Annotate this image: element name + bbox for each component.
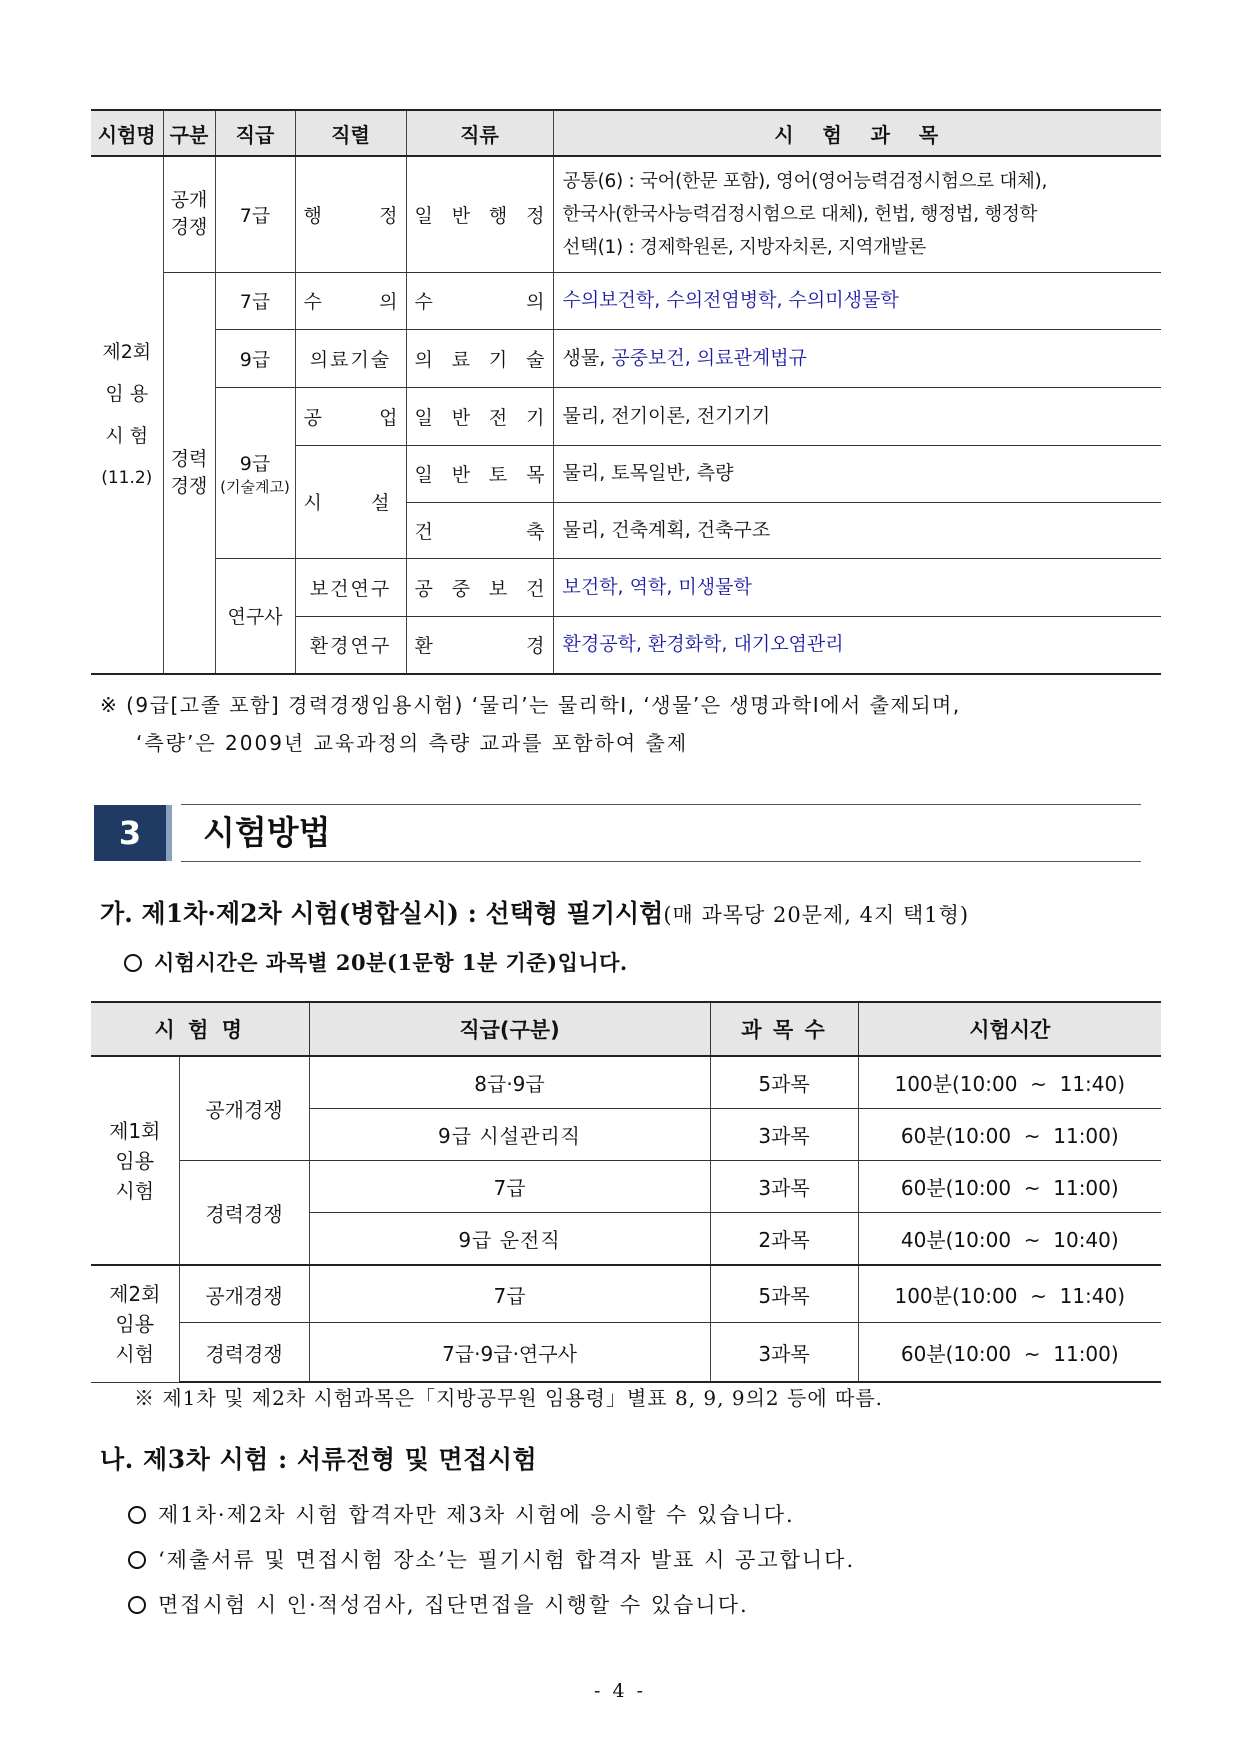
table-row bbox=[91, 1056, 1161, 1109]
exam-name-line: 시험 bbox=[115, 1341, 155, 1366]
series-cell bbox=[295, 387, 406, 445]
subjects-line: 공통(6) : 국어(한문 포함), 영어(영어능력검정시험으로 대체), bbox=[562, 170, 1048, 192]
grade-cell: 7급 bbox=[215, 272, 295, 329]
subjects-cell: 환경공학, 환경화학, 대기오염관리 bbox=[553, 616, 1161, 674]
class-char: 일 bbox=[414, 204, 433, 227]
series-char: 설 bbox=[371, 492, 390, 514]
exam-name-line: 임용 bbox=[115, 1148, 155, 1173]
grade-cell: 7급 bbox=[309, 1161, 710, 1213]
bullet-circle-icon bbox=[128, 1596, 146, 1614]
series-char: 공 bbox=[303, 406, 322, 429]
section-number-badge: 3 bbox=[94, 805, 172, 861]
subject-count-cell: 5과목 bbox=[710, 1056, 858, 1109]
class-cell bbox=[406, 272, 553, 329]
bullet-circle-icon bbox=[124, 954, 142, 972]
class-char: 술 bbox=[526, 348, 545, 371]
subjects-cell: 물리, 건축계획, 건축구조 bbox=[553, 502, 1161, 558]
class-char: 행 bbox=[488, 204, 508, 227]
class-char: 반 bbox=[451, 464, 471, 486]
subject-count-cell: 3과목 bbox=[710, 1323, 858, 1383]
series-cell bbox=[295, 445, 406, 558]
series-char: 수 bbox=[303, 291, 322, 313]
time-cell: 60분(10:00 ~ 11:00) bbox=[858, 1323, 1161, 1383]
header-cell: 구분 bbox=[163, 110, 215, 156]
part-a-bullet-text: 시험시간은 과목별 20분(1문항 1분 기준)입니다. bbox=[154, 950, 628, 975]
table-header-row bbox=[91, 1002, 1161, 1056]
grade-sub-line: (기술계고) bbox=[220, 477, 290, 496]
exam-name-line: 임용 bbox=[115, 1311, 155, 1336]
category-line: 공개 bbox=[170, 189, 208, 212]
page-number: - 4 - bbox=[593, 1680, 646, 1702]
note-line: ‘측량’은 2009년 교육과정의 측량 교과를 포함하여 출제 bbox=[136, 731, 689, 755]
table-row bbox=[91, 329, 1161, 387]
exam-name-cell bbox=[91, 1056, 179, 1265]
exam-name-line: 제2회 bbox=[109, 1281, 161, 1306]
header-cell: 직급 bbox=[215, 110, 295, 156]
series-char: 의 bbox=[379, 291, 398, 313]
exam-name-line: 시험 bbox=[115, 1178, 155, 1203]
exam-name-line: 임 용 bbox=[105, 383, 149, 405]
bullet-text: 면접시험 시 인·적성검사, 집단면접을 시행할 수 있습니다. bbox=[158, 1593, 749, 1617]
class-char: 경 bbox=[526, 635, 545, 658]
class-cell bbox=[406, 616, 553, 674]
header-cell: 시 험 명 bbox=[91, 1002, 309, 1056]
category-line: 경쟁 bbox=[170, 216, 208, 239]
bullet-text: 제1차·제2차 시험 합격자만 제3차 시험에 응시할 수 있습니다. bbox=[158, 1503, 795, 1527]
list-item bbox=[128, 1493, 855, 1538]
subjects-cell bbox=[553, 329, 1161, 387]
series-char: 업 bbox=[379, 406, 398, 429]
class-char: 축 bbox=[526, 520, 545, 543]
bullet-circle-icon bbox=[128, 1551, 146, 1569]
subject-count-cell: 5과목 bbox=[710, 1265, 858, 1323]
exam-subjects-table bbox=[91, 109, 1161, 675]
class-cell bbox=[406, 329, 553, 387]
table-header-row bbox=[91, 110, 1161, 156]
grade-cell: 연구사 bbox=[215, 558, 295, 674]
class-char: 목 bbox=[526, 464, 545, 486]
exam-name-cell bbox=[91, 156, 163, 674]
class-char: 일 bbox=[414, 406, 433, 429]
subjects-line: 선택(1) : 경제학원론, 지방자치론, 지역개발론 bbox=[562, 236, 926, 258]
grade-cell: 9급 운전직 bbox=[309, 1213, 710, 1266]
part-a-heading-note: (매 과목당 20문제, 4지 택1형) bbox=[663, 903, 970, 927]
part-b-bullets bbox=[128, 1493, 855, 1628]
class-char: 기 bbox=[488, 348, 508, 371]
category-cell: 경력경쟁 bbox=[179, 1161, 309, 1266]
exam-name-line: 시 험 bbox=[105, 425, 149, 447]
table-row bbox=[91, 558, 1161, 616]
class-char: 기 bbox=[526, 406, 545, 429]
part-b-heading: 나. 제3차 시험 : 서류전형 및 면접시험 bbox=[100, 1445, 538, 1474]
class-char: 료 bbox=[451, 348, 471, 371]
subjects-line: 한국사(한국사능력검정시험으로 대체), 헌법, 행정법, 행정학 bbox=[562, 203, 1038, 225]
series-cell bbox=[295, 156, 406, 272]
grade-cell: 7급 bbox=[309, 1265, 710, 1323]
class-char: 토 bbox=[488, 464, 508, 486]
list-item bbox=[128, 1583, 855, 1628]
subjects-plain: 생물, bbox=[562, 346, 606, 369]
series-cell: 환경연구 bbox=[295, 616, 406, 674]
table-row bbox=[91, 1265, 1161, 1323]
category-cell: 공개경쟁 bbox=[179, 1056, 309, 1161]
section-bottom-rule bbox=[181, 861, 1141, 862]
class-char: 건 bbox=[414, 520, 433, 543]
exam-time-table bbox=[91, 1001, 1161, 1383]
category-line: 경력 bbox=[170, 447, 208, 470]
class-cell bbox=[406, 156, 553, 272]
grade-cell: 7급 bbox=[215, 156, 295, 272]
list-item bbox=[128, 1538, 855, 1583]
class-char: 전 bbox=[488, 406, 508, 429]
grade-cell: 7급·9급·연구사 bbox=[309, 1323, 710, 1383]
header-cell: 시험명 bbox=[91, 110, 163, 156]
grade-cell: 9급 시설관리직 bbox=[309, 1109, 710, 1161]
table-row bbox=[91, 272, 1161, 329]
category-cell bbox=[163, 272, 215, 674]
time-cell: 60분(10:00 ~ 11:00) bbox=[858, 1109, 1161, 1161]
table-row bbox=[91, 387, 1161, 445]
note-physics-biology bbox=[100, 686, 1170, 762]
series-cell bbox=[295, 272, 406, 329]
class-char: 반 bbox=[451, 406, 471, 429]
class-cell bbox=[406, 558, 553, 616]
grade-cell bbox=[215, 387, 295, 558]
class-char: 정 bbox=[526, 204, 545, 227]
class-char: 반 bbox=[451, 204, 471, 227]
category-cell bbox=[163, 156, 215, 272]
part-a-heading bbox=[100, 894, 969, 935]
exam-name-line: (11.2) bbox=[101, 468, 153, 488]
subjects-cell: 물리, 토목일반, 측량 bbox=[553, 445, 1161, 502]
header-cell: 직급(구분) bbox=[309, 1002, 710, 1056]
class-cell bbox=[406, 387, 553, 445]
subject-count-cell: 2과목 bbox=[710, 1213, 858, 1266]
class-char: 일 bbox=[414, 464, 433, 486]
table-row bbox=[91, 156, 1161, 272]
series-char: 행 bbox=[303, 204, 322, 227]
class-cell bbox=[406, 445, 553, 502]
grade-line: 9급 bbox=[239, 452, 271, 475]
header-cell: 시험시간 bbox=[858, 1002, 1161, 1056]
series-char: 시 bbox=[303, 492, 322, 514]
exam-name-cell bbox=[91, 1265, 179, 1382]
part-a-heading-text: 가. 제1차·제2차 시험(병합실시) : 선택형 필기시험 bbox=[100, 899, 664, 928]
time-cell: 40분(10:00 ~ 10:40) bbox=[858, 1213, 1161, 1266]
time-cell: 100분(10:00 ~ 11:40) bbox=[858, 1056, 1161, 1109]
subjects-cell: 물리, 전기이론, 전기기기 bbox=[553, 387, 1161, 445]
subject-count-cell: 3과목 bbox=[710, 1109, 858, 1161]
class-char: 의 bbox=[526, 291, 545, 313]
exam-name-line: 제1회 bbox=[109, 1118, 161, 1143]
class-char: 중 bbox=[451, 577, 471, 600]
class-char: 건 bbox=[526, 577, 545, 600]
part-a-bullet bbox=[124, 945, 628, 981]
category-cell: 공개경쟁 bbox=[179, 1265, 309, 1323]
series-char: 정 bbox=[379, 204, 398, 227]
header-cell: 과 목 수 bbox=[710, 1002, 858, 1056]
class-char: 공 bbox=[414, 577, 433, 600]
category-cell: 경력경쟁 bbox=[179, 1323, 309, 1383]
subjects-cell: 보건학, 역학, 미생물학 bbox=[553, 558, 1161, 616]
bullet-text: ‘제출서류 및 면접시험 장소’는 필기시험 합격자 발표 시 공고합니다. bbox=[158, 1548, 856, 1572]
time-cell: 60분(10:00 ~ 11:00) bbox=[858, 1161, 1161, 1213]
class-char: 보 bbox=[488, 577, 508, 600]
exam-name-line: 제2회 bbox=[102, 341, 152, 363]
class-char: 의 bbox=[414, 348, 433, 371]
series-cell: 의료기술 bbox=[295, 329, 406, 387]
class-char: 수 bbox=[414, 291, 433, 313]
header-cell: 시 험 과 목 bbox=[553, 110, 1161, 156]
section-top-rule bbox=[181, 804, 1141, 805]
subjects-cell: 수의보건학, 수의전염병학, 수의미생물학 bbox=[553, 272, 1161, 329]
table-row bbox=[91, 1161, 1161, 1213]
bullet-circle-icon bbox=[128, 1506, 146, 1524]
grade-cell: 8급·9급 bbox=[309, 1056, 710, 1109]
table-row bbox=[91, 1323, 1161, 1383]
class-cell bbox=[406, 502, 553, 558]
section-title: 시험방법 bbox=[203, 813, 331, 852]
time-cell: 100분(10:00 ~ 11:40) bbox=[858, 1265, 1161, 1323]
subject-count-cell: 3과목 bbox=[710, 1161, 858, 1213]
grade-cell: 9급 bbox=[215, 329, 295, 387]
note-legal-basis: ※ 제1차 및 제2차 시험과목은「지방공무원 임용령」별표 8, 9, 9의2 등에 따름. bbox=[134, 1386, 883, 1410]
note-line: ※ (9급[고졸 포함] 경력경쟁임용시험) ‘물리’는 물리학Ⅰ, ‘생물’은 생명과학Ⅰ에서 출제되며, bbox=[100, 693, 961, 717]
subjects-cell bbox=[553, 156, 1161, 272]
header-cell: 직류 bbox=[406, 110, 553, 156]
series-cell: 보건연구 bbox=[295, 558, 406, 616]
class-char: 환 bbox=[414, 635, 433, 658]
category-line: 경쟁 bbox=[170, 474, 208, 497]
header-cell: 직렬 bbox=[295, 110, 406, 156]
subjects-blue: 공중보건, 의료관계법규 bbox=[611, 346, 807, 369]
